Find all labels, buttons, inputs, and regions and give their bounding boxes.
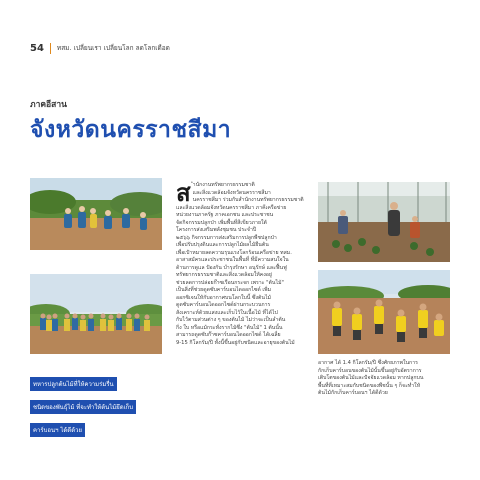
article-line: นครราชสีมา ร่วมกับสำนักงานทรัพยากรธรรมชาติ (192, 197, 304, 203)
caption-line: ชนิดของพันธุ์ไม้ ที่จะทำให้ต้นไม้ยึดเก็บ (30, 400, 136, 414)
article-line: ช่วยลดการปล่อยก๊าซเรือนกระจก เพราะ "ต้นไม้" (176, 279, 284, 286)
article-line: และสิ่งแวดล้อมจังหวัดนครราชสีมา ภาคีเครือข่าย (176, 204, 287, 211)
article-line: พื้นที่ที่เหมาะสมกับชนิดของพืชนั้น ๆ ก็จะทำให้ (318, 382, 421, 389)
photo-volunteers (318, 270, 450, 354)
article-line: อากาศ ได้ 1.4 กิโลกรัม/ปี ซึ่งศักยภาพในการ (318, 360, 418, 366)
photo-crowd-illustration (30, 274, 162, 354)
article-col2-lines (318, 360, 450, 398)
article-line: และสิ่งแวดล้อมจังหวัดนครราชสีมา (192, 189, 271, 196)
article-column-1 (176, 179, 306, 347)
article-line: ำนักงานทรัพยากรธรรมชาติ (192, 182, 255, 188)
article-line: เพื่อปรับปรุงดินและการปลูกไม้ผลไม้ยืนต้น (176, 242, 269, 248)
article-line: สามารถดูดซับก๊าซคาร์บอนไดออกไซด์ ได้เฉลี่ย (176, 332, 281, 338)
article-line: สังเคราะห์ด้วยแสงและเก็บไว้ในเนื้อไม้ ที่ได้ไป (176, 309, 278, 316)
article-line: กับไว้ตามส่วนต่าง ๆ ของต้นไม้ ไม่ว่าจะเป็นลำต้น (176, 317, 286, 323)
photo-nursery-illustration (318, 182, 450, 262)
caption-line: คาร์บอนฯ ได้ดีด้วย (30, 423, 85, 437)
running-title: ทสม. เปลี่ยนเรา เปลี่ยนโลก ลดโลกเดือด (56, 44, 170, 52)
article-line: ด้านการดูแล ป้องกัน บำรุงรักษา อนุรักษ์ และฟื้นฟู (176, 264, 287, 271)
header-divider (50, 43, 51, 54)
article-col1-lines (176, 179, 306, 347)
drop-cap: ส (176, 179, 191, 207)
page-title: จังหวัดนครราชสีมา (30, 117, 232, 143)
photo-volunteers-illustration (318, 270, 450, 354)
article-line: หน่วยงานภาครัฐ ภาคเอกชน และประชาชน (176, 212, 274, 218)
article-line: อาสาสมัครและประชาชนในพื้นที่ ที่มีความสนใจใน (176, 257, 289, 263)
article-line: เติบโตของต้นไม้และปัจจัยแวดล้อม หากปลูกบน (318, 375, 424, 381)
photo-nursery (318, 182, 450, 262)
article-line: จัดกิจกรรมปลูกป่า เพิ่มพื้นที่สีเขียวภายใต้ (176, 219, 267, 226)
article-line: ดูดซับคาร์บอนไดออกไซด์ผ่านกระบวนการ (176, 302, 271, 308)
article-line: ทรัพยากรธรรมชาติและสิ่งแวดล้อมให้คงอยู่ (176, 272, 272, 278)
region-label: ภาคอีสาน (30, 100, 67, 110)
page-header (30, 40, 170, 56)
article-line: กิ่ง ใบ หรือแม้กระทั่งรากไม้ซึ่ง "ต้นไม้" 1 ต้นนั้น (176, 324, 283, 331)
article-line: ออกซิเจนให้กับอากาศบนโลกใบนี้ ซึ่งต้นไม้ (176, 294, 271, 301)
page-number: 54 (30, 42, 44, 54)
article-line: โครงการส่งเสริมพลังชุมชน ประจำปี (176, 227, 257, 233)
photo-crowd (30, 274, 162, 354)
article-line: เพื่อเป้าหมายลดความรุนแรงโลกร้อนเครือข่าย ทสม. (176, 249, 292, 256)
photo-planting-illustration (30, 178, 162, 250)
article-line: กักเก็บคาร์บอนของต้นไม้นั้นขึ้นอยู่กับอัตราการ (318, 367, 422, 374)
photo-caption (30, 371, 162, 440)
caption-line: ทหารปลูกต้นไม้ที่ให้ความร่มรื่น (30, 377, 117, 391)
article-line: เป็นสิ่งที่ช่วยดูดซับคาร์บอนไดออกไซด์ เพิ่ม (176, 287, 271, 293)
article-line: ๒๕๖๖ กิจกรรมการส่งเสริมการปลูกพืชปลูกป่า (176, 234, 277, 241)
photo-group-planting (30, 178, 162, 250)
article-line: ต้นไม้กักเก็บคาร์บอนฯ ได้ดีด้วย (318, 390, 388, 396)
article-line: 9-15 กิโลกรัม/ปี ทั้งนี้ขึ้นอยู่กับชนิดและอายุของต้นไม้ (176, 339, 295, 346)
article-column-2 (318, 360, 450, 398)
